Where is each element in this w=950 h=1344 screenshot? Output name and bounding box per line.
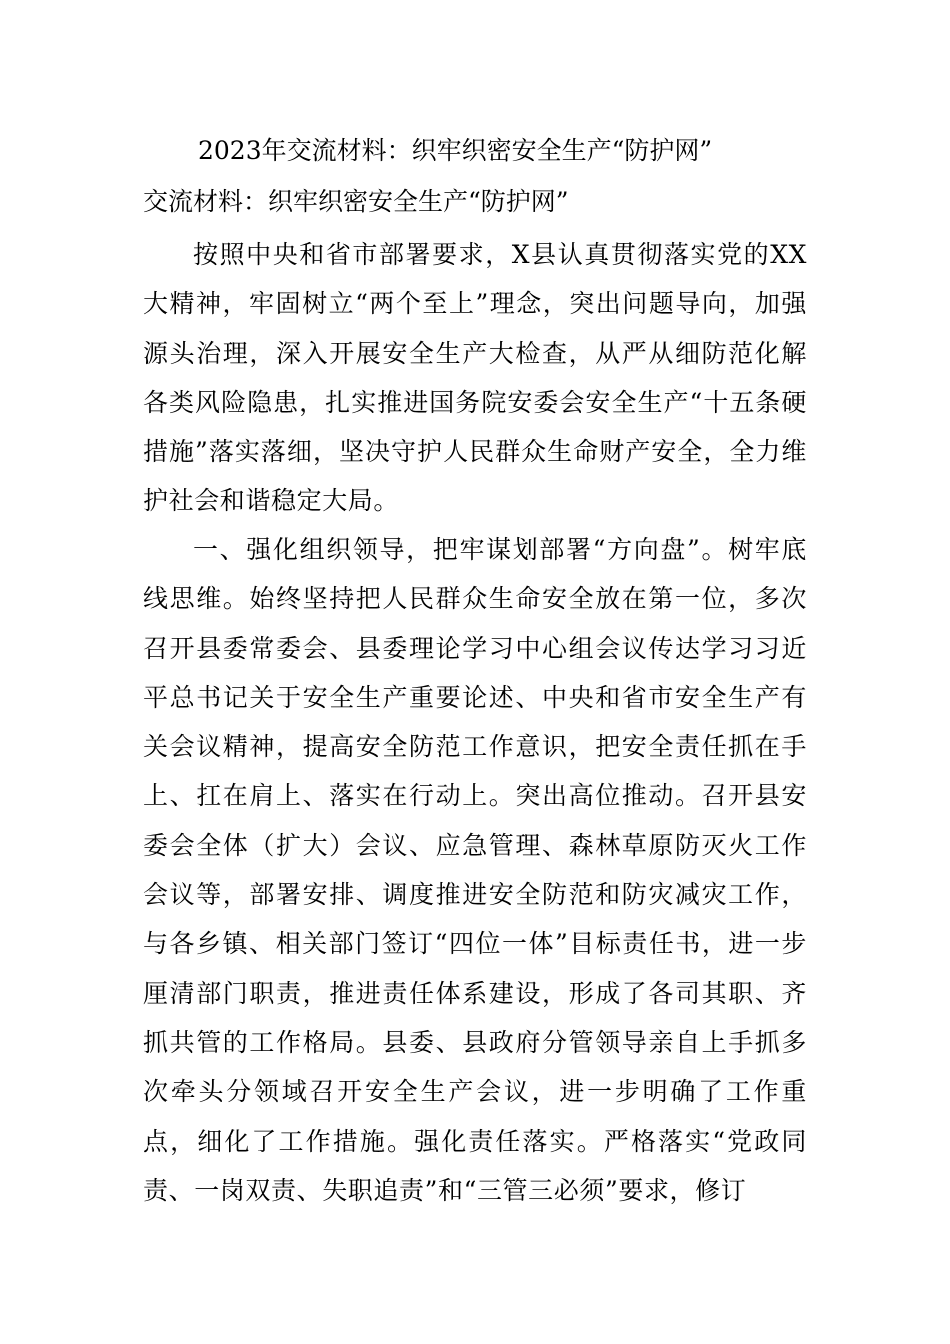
document-title: 2023年交流材料：织牢织密安全生产“防护网” xyxy=(198,136,713,165)
document-subtitle: 交流材料：织牢织密安全生产“防护网” xyxy=(143,187,569,216)
paragraph-section-one: 一、强化组织领导，把牢谋划部署“方向盘”。树牢底线思维。始终坚持把人民群众生命安全放在第一位，多次召开县委常委会、县委理论学习中心组会议传达学习习近平总书记关于安全生产重要论述、中央和省市安全生产有关会议精神，提高安全防范工作意识，把安全责任抓在手上、扛在肩上、落实在行动上。突出高位推动。召开县安委会全体（扩大）会议、应急管理、森林草原防灭火工作会议等，部署安排、调度推进安全防范和防灾减灾工作，与各乡镇、相关部门签订“四位一体”目标责任书，进一步厘清部门职责，推进责任体系建设，形成了各司其职、齐抓共管的工作格局。县委、县政府分管领导亲自上手抓多次牵头分领域召开安全生产会议，进一步明确了工作重点，细化了工作措施。强化责任落实。严格落实“党政同责、一岗双责、失职追责”和“三管三必须”要求，修订 xyxy=(143,535,807,1205)
paragraph-intro: 按照中央和省市部署要求，X县认真贯彻落实党的XX大精神，牢固树立“两个至上”理念，突出问题导向，加强源头治理，深入开展安全生产大检查，从严从细防范化解各类风险隐患，扎实推进国务院安委会安全生产“十五条硬措施”落实落细，坚决守护人民群众生命财产安全，全力维护社会和谐稳定大局。 xyxy=(143,240,807,516)
